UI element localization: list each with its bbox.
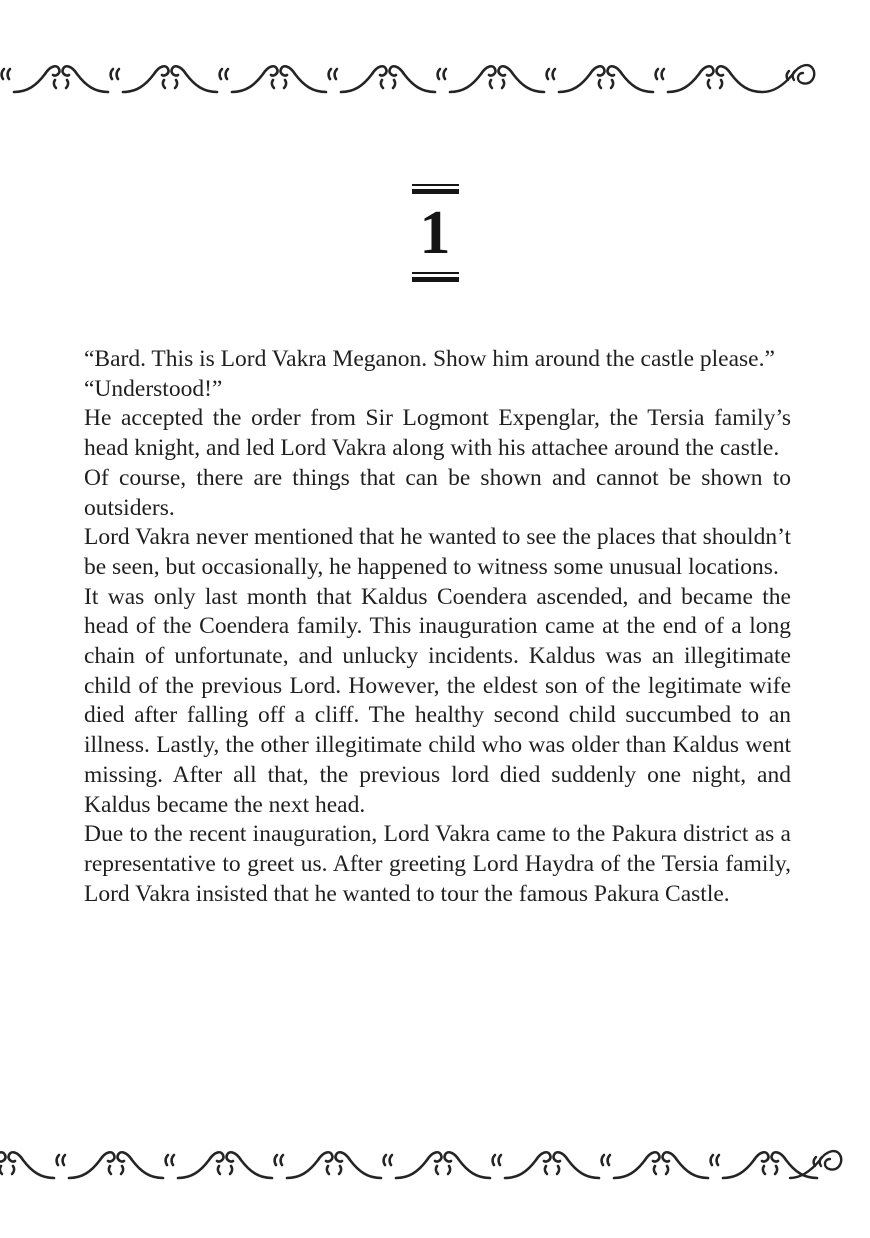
flourish-border-top-icon xyxy=(0,54,870,102)
chapter-heading xyxy=(0,184,870,282)
chapter-rule-top xyxy=(412,184,459,194)
rule-thick-line xyxy=(412,277,459,282)
paragraph-narration-1: He accepted the order from Sir Logmont Expenglar, the Tersia family’s head knight, and led Lord Vakra along with his attachee around the castle. xyxy=(84,405,791,462)
rule-thin-line xyxy=(412,184,459,186)
rule-thick-line xyxy=(412,189,459,194)
paragraph-dialogue-2: “Understood!” xyxy=(84,375,223,402)
paragraph-dialogue-1: “Bard. This is Lord Vakra Meganon. Show him around the castle please.” xyxy=(84,346,775,372)
paragraph-narration-2: Of course, there are things that can be shown and cannot be shown to outsiders. xyxy=(84,464,791,521)
chapter-number: 1 xyxy=(419,199,451,267)
chapter-rule-bottom xyxy=(412,272,459,282)
rule-thin-line xyxy=(412,272,459,274)
paragraph-narration-5: Due to the recent inauguration, Lord Vakra came to the Pakura district as a representative to greet us. After greeting Lord Haydra of the Tersia family, Lord Vakra insisted that he wanted to tour the famous Pakura Castle. xyxy=(84,821,791,907)
paragraph-narration-4: It was only last month that Kaldus Coendera ascended, and became the head of the Coendera family. This inauguration came at the end of a long chain of unfortunate, and unlucky incidents. Kaldus was an illegitimate child of the previous Lord. However, the eldest son of the legitimate wife died after falling off a cliff. The healthy second child succumbed to an illness. Lastly, the other illegitimate child who was older than Kaldus went missing. After all that, the previous lord died suddenly one night, and Kaldus became the next head. xyxy=(84,583,791,818)
flourish-border-bottom-icon xyxy=(0,1140,870,1188)
paragraph-narration-3: Lord Vakra never mentioned that he wanted to see the places that shouldn’t be seen, but occasionally, he happened to witness some unusual locations. xyxy=(84,524,791,580)
body-text xyxy=(84,345,791,909)
